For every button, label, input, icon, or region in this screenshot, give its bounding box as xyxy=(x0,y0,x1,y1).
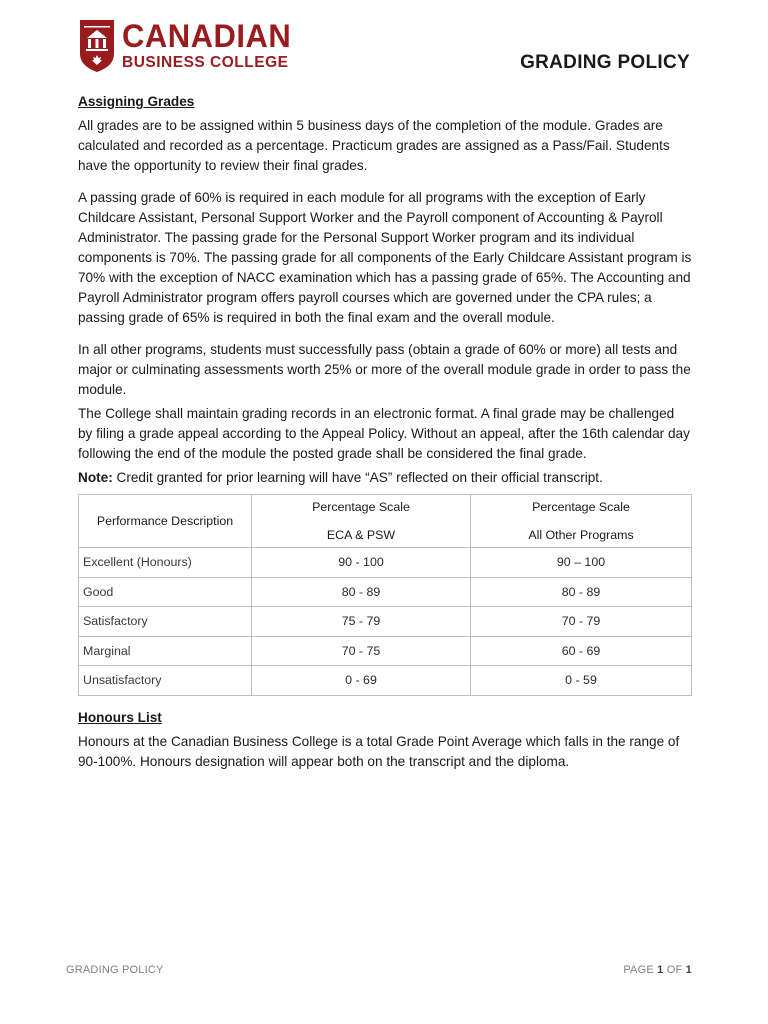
honours-paragraph: Honours at the Canadian Business College is a total Grade Point Average which falls in the range of 90-100%. Honours designation will appear both on the transcript and the diploma. xyxy=(78,733,680,769)
page-header-title: GRADING POLICY xyxy=(520,52,690,73)
table-row xyxy=(79,548,692,578)
logo-wordmark-line2: BUSINESS COLLEGE xyxy=(122,54,289,72)
page-current: 1 xyxy=(657,964,664,976)
row-description: Good xyxy=(79,577,252,607)
table-header-row xyxy=(79,495,692,548)
row-eca-psw: 90 - 100 xyxy=(252,548,471,578)
note-text: Credit granted for prior learning will have “AS” reflected on their official transcript. xyxy=(112,470,603,485)
row-other: 70 - 79 xyxy=(471,607,692,637)
header-performance-description: Performance Description xyxy=(79,495,252,548)
header-eca-psw-line1: Percentage Scale xyxy=(312,500,410,514)
header-eca-psw-line2: ECA & PSW xyxy=(326,528,396,542)
footer-page-number xyxy=(623,964,692,976)
assigning-paragraph-3: In all other programs, students must successfully pass (obtain a grade of 60% or more) all tests and major or culminating assessments worth 25% or more of the overall module grade in order to pass the module. xyxy=(78,342,691,397)
row-description: Excellent (Honours) xyxy=(79,548,252,578)
table-row xyxy=(79,636,692,666)
row-other: 60 - 69 xyxy=(471,636,692,666)
table-row xyxy=(79,607,692,637)
row-other: 0 - 59 xyxy=(471,666,692,696)
grading-scale-table xyxy=(78,494,692,696)
document-body xyxy=(78,92,692,784)
college-logo xyxy=(78,18,291,74)
row-other: 90 – 100 xyxy=(471,548,692,578)
logo-wordmark-line1: CANADIAN xyxy=(122,17,292,55)
row-eca-psw: 70 - 75 xyxy=(252,636,471,666)
row-description: Marginal xyxy=(79,636,252,666)
row-eca-psw: 80 - 89 xyxy=(252,577,471,607)
page-prefix: PAGE xyxy=(623,964,658,976)
assigning-paragraph-4: The College shall maintain grading records in an electronic format. A final grade may be challenged by filing a grade appeal according to the Appeal Policy. Without an appeal, after the 16th calendar day following the end of the module the posted grade shall be considered the final grade. xyxy=(78,406,690,461)
table-row xyxy=(79,577,692,607)
note-label: Note: xyxy=(78,470,113,485)
header-other-programs-scale xyxy=(471,495,692,548)
row-description: Unsatisfactory xyxy=(79,666,252,696)
row-eca-psw: 0 - 69 xyxy=(252,666,471,696)
row-description: Satisfactory xyxy=(79,607,252,637)
crest-icon xyxy=(78,18,116,74)
page-of: OF xyxy=(663,964,686,976)
footer-document-title: GRADING POLICY xyxy=(66,964,164,976)
row-eca-psw: 75 - 79 xyxy=(252,607,471,637)
header-other-line2: All Other Programs xyxy=(528,528,634,542)
assigning-paragraph-1: All grades are to be assigned within 5 business days of the completion of the module. Grades are calculated and recorded as a percentage. Practicum grades are assigned as a Pass/Fail. Students have the opportunity to review their final grades. xyxy=(78,118,670,173)
header-other-line1: Percentage Scale xyxy=(532,500,630,514)
assigning-paragraph-2: A passing grade of 60% is required in each module for all programs with the exception of Early Childcare Assistant, Personal Support Worker and the Payroll component of Accounting & Payroll Administrator. The passing grade for the Personal Support Worker program and its individual components is 70%. The passing grade for all components of the Early Childcare Assistant program is 70% with the exception of NACC examination which has a passing grade of 65%. The Accounting and Payroll Administrator program offers payroll courses which are governed under the CPA rules; a passing grade of 65% is required in both the final exam and the overall module. xyxy=(78,190,692,325)
table-row xyxy=(79,666,692,696)
row-other: 80 - 89 xyxy=(471,577,692,607)
page-total: 1 xyxy=(685,964,692,976)
header-eca-psw-scale xyxy=(252,495,471,548)
honours-list-heading: Honours List xyxy=(78,709,162,725)
assigning-grades-heading: Assigning Grades xyxy=(78,94,195,109)
note-paragraph xyxy=(78,468,692,488)
